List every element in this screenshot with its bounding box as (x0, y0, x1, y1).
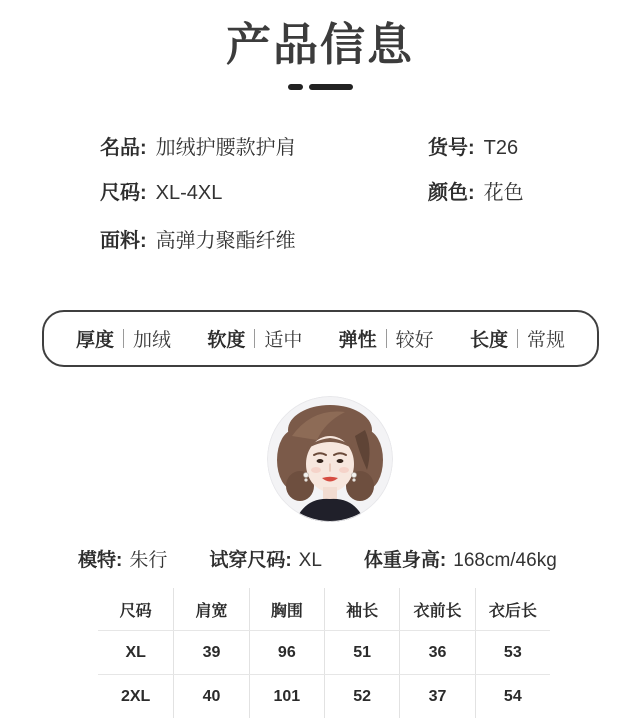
table-cell: 52 (324, 675, 399, 718)
table-cell: 53 (475, 631, 550, 674)
model-height-weight (364, 545, 557, 572)
detail-value: 加绒护腰款护肩 (155, 137, 296, 159)
attribute-thickness (76, 325, 171, 352)
title-underline (0, 84, 640, 90)
size-table (98, 588, 550, 718)
table-header-cell: 胸围 (249, 588, 324, 630)
table-row-2xl (98, 675, 550, 718)
attribute-value: 常规 (526, 330, 565, 351)
detail-row-size (100, 182, 222, 204)
attribute-value: 加绒 (133, 330, 172, 351)
model-name-label: 模特: (78, 550, 123, 571)
detail-value: 高弹力聚酯纤维 (155, 230, 296, 252)
detail-row-fabric (100, 230, 296, 252)
attribute-value: 较好 (395, 330, 434, 351)
table-cell: XL (125, 643, 146, 661)
detail-value: T26 (483, 137, 519, 159)
attribute-elasticity (339, 325, 434, 352)
attribute-value: 适中 (264, 330, 303, 351)
table-cell: 39 (173, 631, 248, 674)
table-cell: 2XL (120, 687, 151, 705)
height-weight-value: 168cm/46kg (453, 550, 557, 571)
model-portrait-illustration (267, 396, 393, 522)
detail-label: 名品: (100, 137, 147, 159)
table-header-cell: 尺码 (119, 602, 152, 620)
model-name-value: 朱行 (129, 550, 168, 571)
detail-label: 货号: (428, 137, 475, 159)
table-header-cell: 衣后长 (475, 588, 550, 630)
attribute-divider (123, 329, 124, 348)
table-cell: 101 (249, 675, 324, 718)
attribute-divider (386, 329, 387, 348)
fitting-size-value: XL (298, 550, 322, 571)
table-header-cell: 肩宽 (173, 588, 248, 630)
table-row-xl (98, 631, 550, 675)
table-cell: 37 (399, 675, 474, 718)
detail-row-item-no (428, 137, 518, 159)
attribute-length (470, 325, 565, 352)
table-cell: 36 (399, 631, 474, 674)
attribute-label: 厚度 (76, 330, 115, 351)
detail-row-name (100, 137, 296, 159)
height-weight-label: 体重身高: (363, 550, 447, 571)
detail-label: 面料: (100, 230, 147, 252)
table-header-cell: 衣前长 (399, 588, 474, 630)
attribute-label: 长度 (469, 330, 508, 351)
table-cell: 51 (324, 631, 399, 674)
attribute-label: 弹性 (338, 330, 377, 351)
table-header-row (98, 588, 550, 631)
attribute-divider (517, 329, 518, 348)
detail-row-color (428, 182, 524, 204)
table-header-cell: 袖长 (324, 588, 399, 630)
attributes-box (42, 310, 599, 367)
table-cell: 54 (475, 675, 550, 718)
model-fitting-size (209, 545, 322, 572)
model-photo (267, 396, 393, 522)
detail-label: 颜色: (428, 182, 475, 204)
attribute-divider (254, 329, 255, 348)
detail-label: 尺码: (100, 182, 147, 204)
table-cell: 40 (173, 675, 248, 718)
attribute-label: 软度 (207, 330, 246, 351)
table-cell: 96 (249, 631, 324, 674)
title-dash-short (288, 84, 303, 90)
title-dash-long (309, 84, 353, 90)
detail-value: XL-4XL (155, 182, 223, 204)
page-title: 产品信息 (225, 20, 414, 70)
model-name (78, 545, 167, 572)
detail-value: 花色 (483, 182, 524, 204)
attribute-softness (207, 325, 302, 352)
fitting-size-label: 试穿尺码: (209, 550, 292, 571)
model-info-row (78, 545, 557, 572)
